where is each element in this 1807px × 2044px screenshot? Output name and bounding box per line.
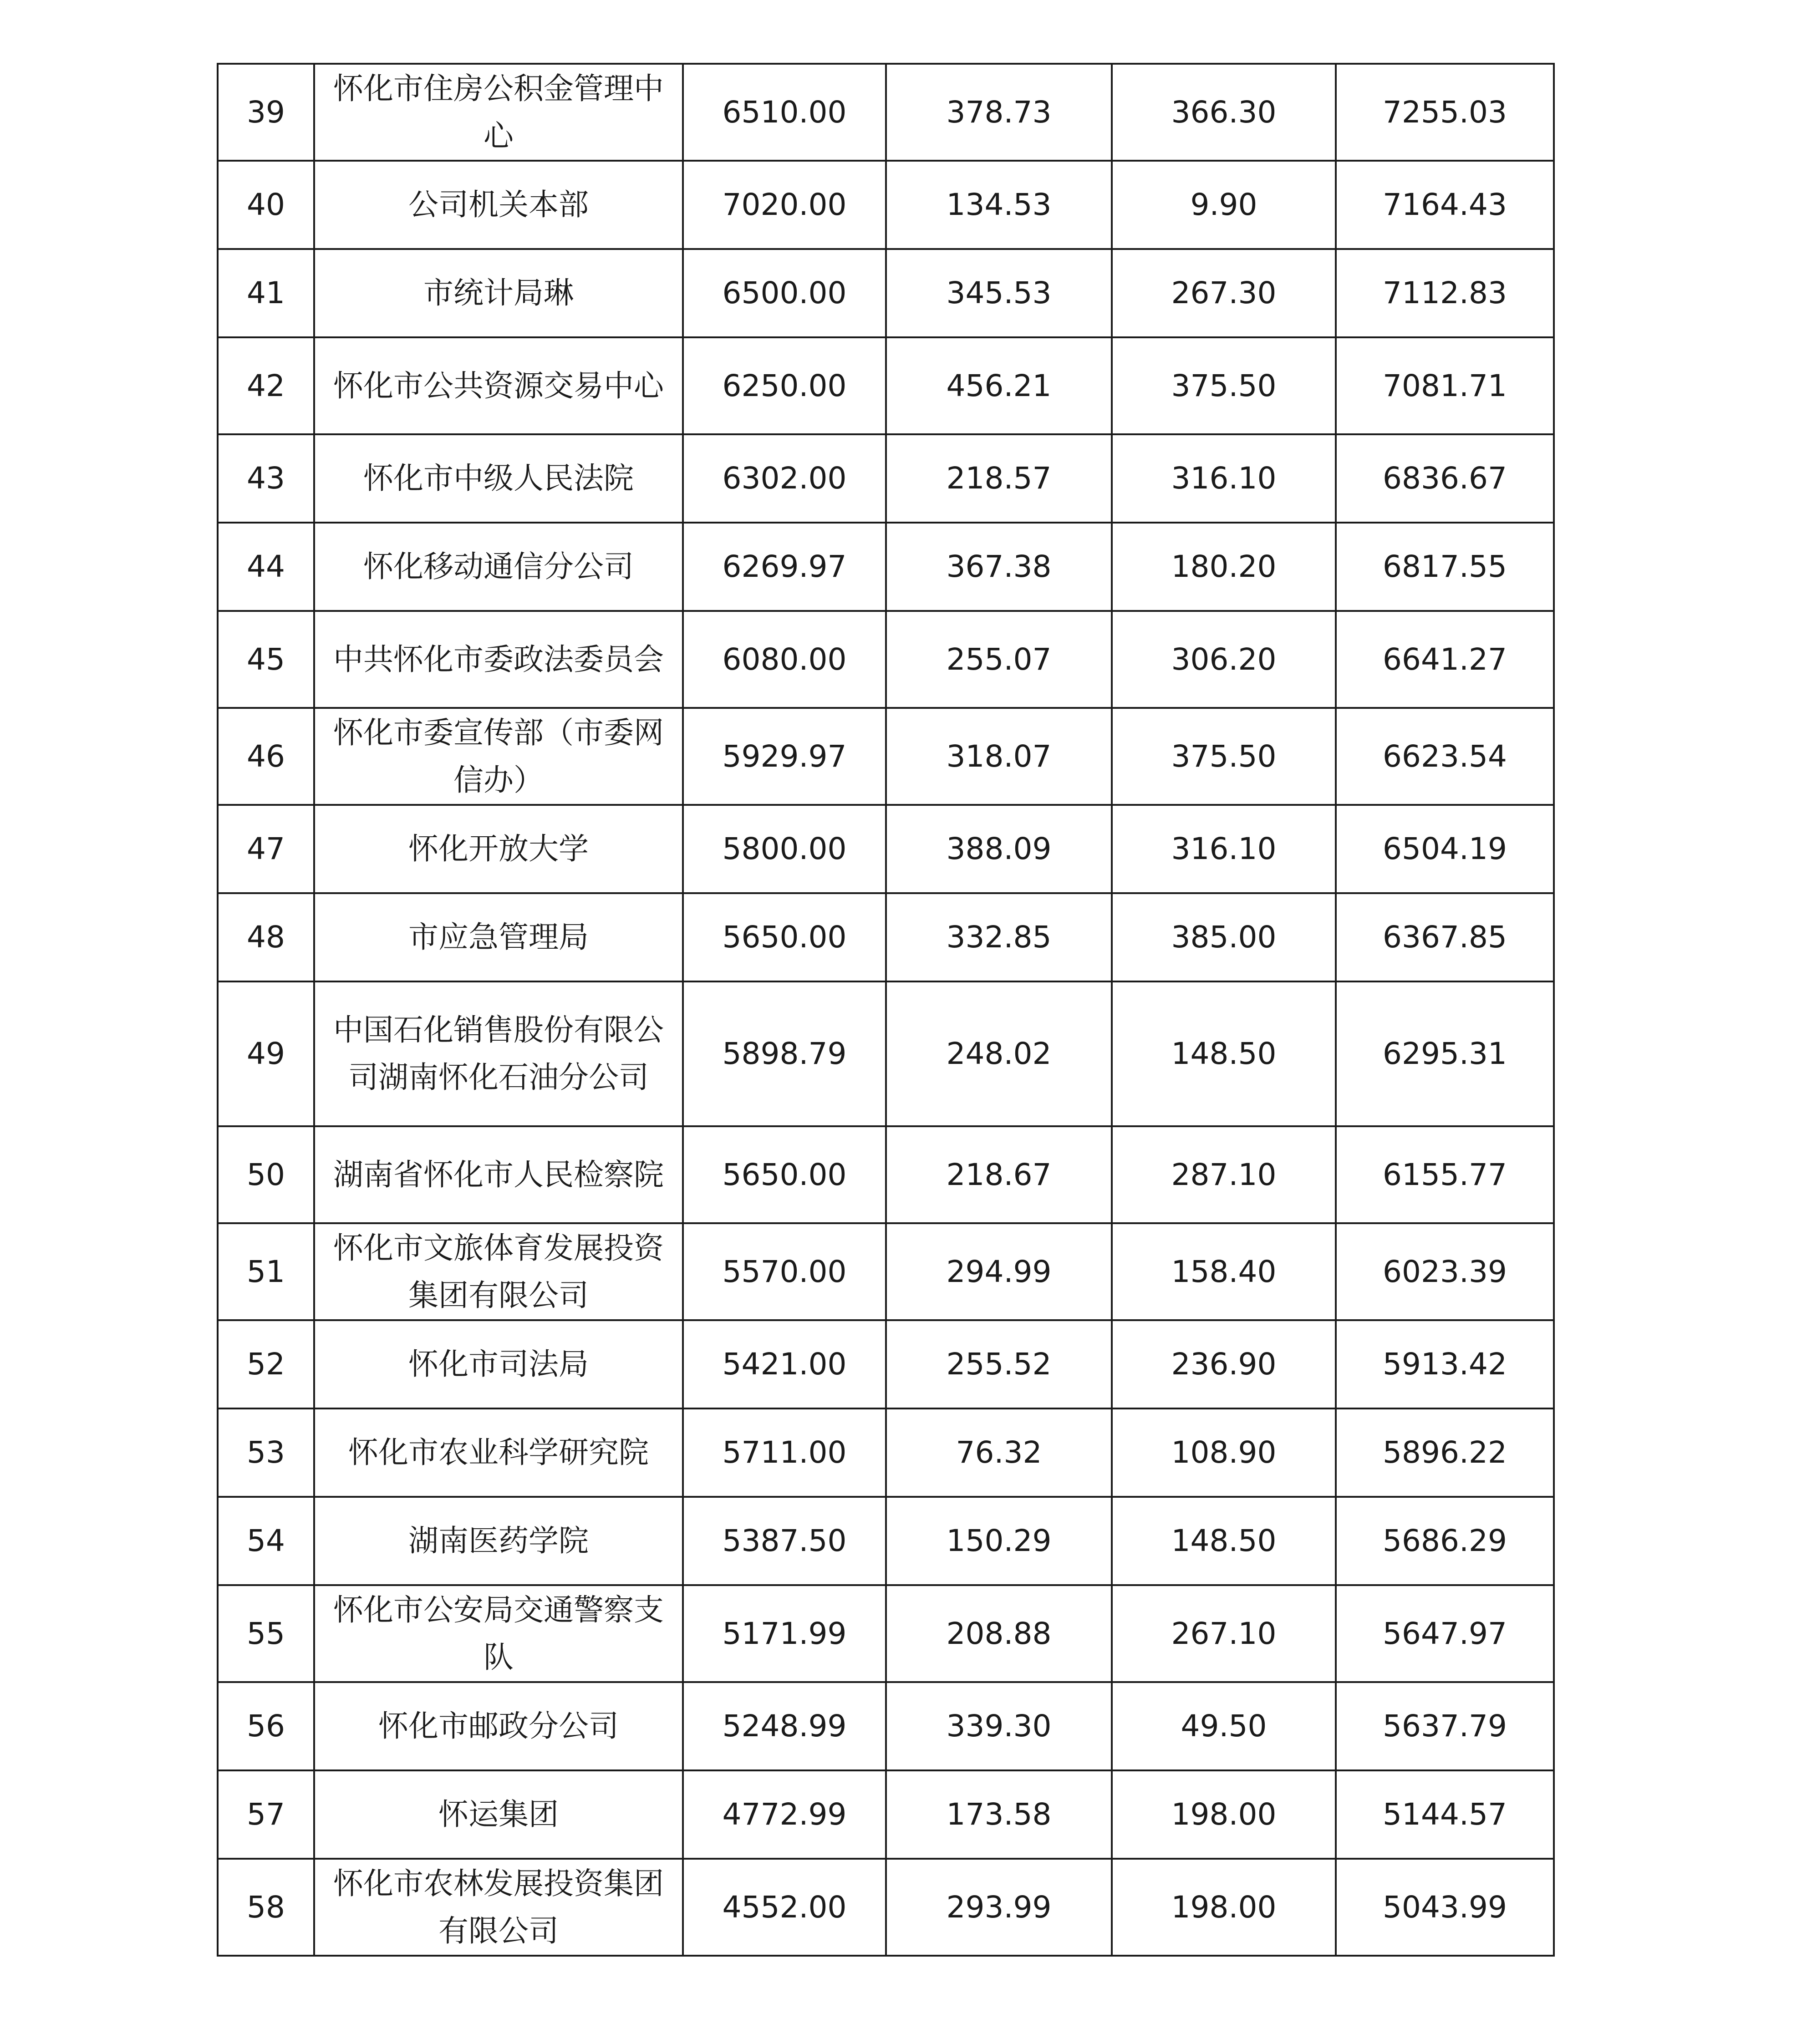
- value-2: 294.99: [886, 1223, 1112, 1320]
- total-value: 5647.97: [1336, 1585, 1554, 1682]
- table-row: [218, 1770, 1554, 1859]
- table-row: [218, 64, 1554, 161]
- total-value: 6367.85: [1336, 893, 1554, 981]
- value-2: 339.30: [886, 1682, 1112, 1770]
- unit-name: 怀化市中级人民法院: [314, 434, 683, 523]
- total-value: 6023.39: [1336, 1223, 1554, 1320]
- row-index: 39: [218, 64, 314, 161]
- table-row: [218, 1408, 1554, 1497]
- table-row: [218, 249, 1554, 337]
- value-1: 5650.00: [683, 893, 886, 981]
- row-index: 41: [218, 249, 314, 337]
- value-2: 255.07: [886, 611, 1112, 708]
- table-row: [218, 434, 1554, 523]
- value-1: 6510.00: [683, 64, 886, 161]
- total-value: 5043.99: [1336, 1859, 1554, 1956]
- value-1: 5387.50: [683, 1497, 886, 1585]
- value-2: 76.32: [886, 1408, 1112, 1497]
- value-1: 5711.00: [683, 1408, 886, 1497]
- value-2: 248.02: [886, 981, 1112, 1126]
- value-3: 287.10: [1112, 1126, 1336, 1223]
- value-1: 6269.97: [683, 523, 886, 611]
- value-2: 345.53: [886, 249, 1112, 337]
- table-row: [218, 1585, 1554, 1682]
- value-1: 5248.99: [683, 1682, 886, 1770]
- value-1: 5421.00: [683, 1320, 886, 1408]
- unit-name: 怀化移动通信分公司: [314, 523, 683, 611]
- value-3: 9.90: [1112, 161, 1336, 249]
- row-index: 40: [218, 161, 314, 249]
- total-value: 7255.03: [1336, 64, 1554, 161]
- total-value: 6836.67: [1336, 434, 1554, 523]
- row-index: 57: [218, 1770, 314, 1859]
- row-index: 44: [218, 523, 314, 611]
- value-1: 5800.00: [683, 805, 886, 893]
- unit-name: 怀化市文旅体育发展投资集团有限公司: [314, 1223, 683, 1320]
- row-index: 43: [218, 434, 314, 523]
- unit-name: 市应急管理局: [314, 893, 683, 981]
- row-index: 46: [218, 708, 314, 805]
- unit-name: 市统计局琳: [314, 249, 683, 337]
- row-index: 50: [218, 1126, 314, 1223]
- total-value: 6817.55: [1336, 523, 1554, 611]
- value-3: 198.00: [1112, 1770, 1336, 1859]
- unit-name: 怀化市邮政分公司: [314, 1682, 683, 1770]
- table-row: [218, 523, 1554, 611]
- unit-name: 怀化市住房公积金管理中心: [314, 64, 683, 161]
- row-index: 45: [218, 611, 314, 708]
- value-1: 5898.79: [683, 981, 886, 1126]
- value-3: 385.00: [1112, 893, 1336, 981]
- value-2: 388.09: [886, 805, 1112, 893]
- value-2: 134.53: [886, 161, 1112, 249]
- unit-name: 怀化市委宣传部（市委网信办）: [314, 708, 683, 805]
- value-3: 198.00: [1112, 1859, 1336, 1956]
- value-3: 267.30: [1112, 249, 1336, 337]
- table-row: [218, 1223, 1554, 1320]
- value-3: 49.50: [1112, 1682, 1336, 1770]
- row-index: 54: [218, 1497, 314, 1585]
- value-1: 6500.00: [683, 249, 886, 337]
- unit-name: 中国石化销售股份有限公司湖南怀化石油分公司: [314, 981, 683, 1126]
- value-3: 108.90: [1112, 1408, 1336, 1497]
- value-2: 218.57: [886, 434, 1112, 523]
- value-3: 267.10: [1112, 1585, 1336, 1682]
- value-3: 316.10: [1112, 434, 1336, 523]
- value-2: 255.52: [886, 1320, 1112, 1408]
- unit-name: 怀化市公共资源交易中心: [314, 337, 683, 434]
- value-2: 173.58: [886, 1770, 1112, 1859]
- table-row: [218, 1126, 1554, 1223]
- table-row: [218, 337, 1554, 434]
- unit-name: 怀化市司法局: [314, 1320, 683, 1408]
- row-index: 47: [218, 805, 314, 893]
- value-1: 5929.97: [683, 708, 886, 805]
- total-value: 5896.22: [1336, 1408, 1554, 1497]
- total-value: 5686.29: [1336, 1497, 1554, 1585]
- unit-name: 怀运集团: [314, 1770, 683, 1859]
- total-value: 5144.57: [1336, 1770, 1554, 1859]
- total-value: 7112.83: [1336, 249, 1554, 337]
- unit-name: 湖南医药学院: [314, 1497, 683, 1585]
- total-value: 7081.71: [1336, 337, 1554, 434]
- unit-name: 中共怀化市委政法委员会: [314, 611, 683, 708]
- unit-name: 怀化市农林发展投资集团有限公司: [314, 1859, 683, 1956]
- value-1: 5171.99: [683, 1585, 886, 1682]
- value-1: 6302.00: [683, 434, 886, 523]
- table-row: [218, 893, 1554, 981]
- unit-name: 湖南省怀化市人民检察院: [314, 1126, 683, 1223]
- total-value: 5913.42: [1336, 1320, 1554, 1408]
- ranking-table: [217, 63, 1555, 1957]
- value-2: 456.21: [886, 337, 1112, 434]
- table-row: [218, 981, 1554, 1126]
- row-index: 52: [218, 1320, 314, 1408]
- value-2: 150.29: [886, 1497, 1112, 1585]
- table-row: [218, 1497, 1554, 1585]
- row-index: 58: [218, 1859, 314, 1956]
- row-index: 49: [218, 981, 314, 1126]
- value-2: 208.88: [886, 1585, 1112, 1682]
- value-3: 366.30: [1112, 64, 1336, 161]
- value-1: 4772.99: [683, 1770, 886, 1859]
- value-2: 293.99: [886, 1859, 1112, 1956]
- total-value: 6295.31: [1336, 981, 1554, 1126]
- value-3: 148.50: [1112, 1497, 1336, 1585]
- unit-name: 怀化市公安局交通警察支队: [314, 1585, 683, 1682]
- value-2: 318.07: [886, 708, 1112, 805]
- value-3: 375.50: [1112, 337, 1336, 434]
- value-2: 332.85: [886, 893, 1112, 981]
- total-value: 6155.77: [1336, 1126, 1554, 1223]
- value-1: 7020.00: [683, 161, 886, 249]
- table-row: [218, 1320, 1554, 1408]
- row-index: 42: [218, 337, 314, 434]
- unit-name: 公司机关本部: [314, 161, 683, 249]
- value-3: 316.10: [1112, 805, 1336, 893]
- total-value: 6504.19: [1336, 805, 1554, 893]
- total-value: 6623.54: [1336, 708, 1554, 805]
- value-1: 5650.00: [683, 1126, 886, 1223]
- value-3: 236.90: [1112, 1320, 1336, 1408]
- table-row: [218, 1859, 1554, 1956]
- table-row: [218, 1682, 1554, 1770]
- total-value: 6641.27: [1336, 611, 1554, 708]
- value-2: 218.67: [886, 1126, 1112, 1223]
- value-3: 306.20: [1112, 611, 1336, 708]
- row-index: 55: [218, 1585, 314, 1682]
- value-2: 378.73: [886, 64, 1112, 161]
- table-row: [218, 708, 1554, 805]
- row-index: 56: [218, 1682, 314, 1770]
- row-index: 51: [218, 1223, 314, 1320]
- unit-name: 怀化开放大学: [314, 805, 683, 893]
- value-1: 6080.00: [683, 611, 886, 708]
- table-row: [218, 161, 1554, 249]
- table-row: [218, 805, 1554, 893]
- value-3: 375.50: [1112, 708, 1336, 805]
- total-value: 7164.43: [1336, 161, 1554, 249]
- value-3: 180.20: [1112, 523, 1336, 611]
- value-1: 4552.00: [683, 1859, 886, 1956]
- total-value: 5637.79: [1336, 1682, 1554, 1770]
- unit-name: 怀化市农业科学研究院: [314, 1408, 683, 1497]
- row-index: 53: [218, 1408, 314, 1497]
- row-index: 48: [218, 893, 314, 981]
- value-2: 367.38: [886, 523, 1112, 611]
- value-1: 5570.00: [683, 1223, 886, 1320]
- value-1: 6250.00: [683, 337, 886, 434]
- table-row: [218, 611, 1554, 708]
- value-3: 158.40: [1112, 1223, 1336, 1320]
- value-3: 148.50: [1112, 981, 1336, 1126]
